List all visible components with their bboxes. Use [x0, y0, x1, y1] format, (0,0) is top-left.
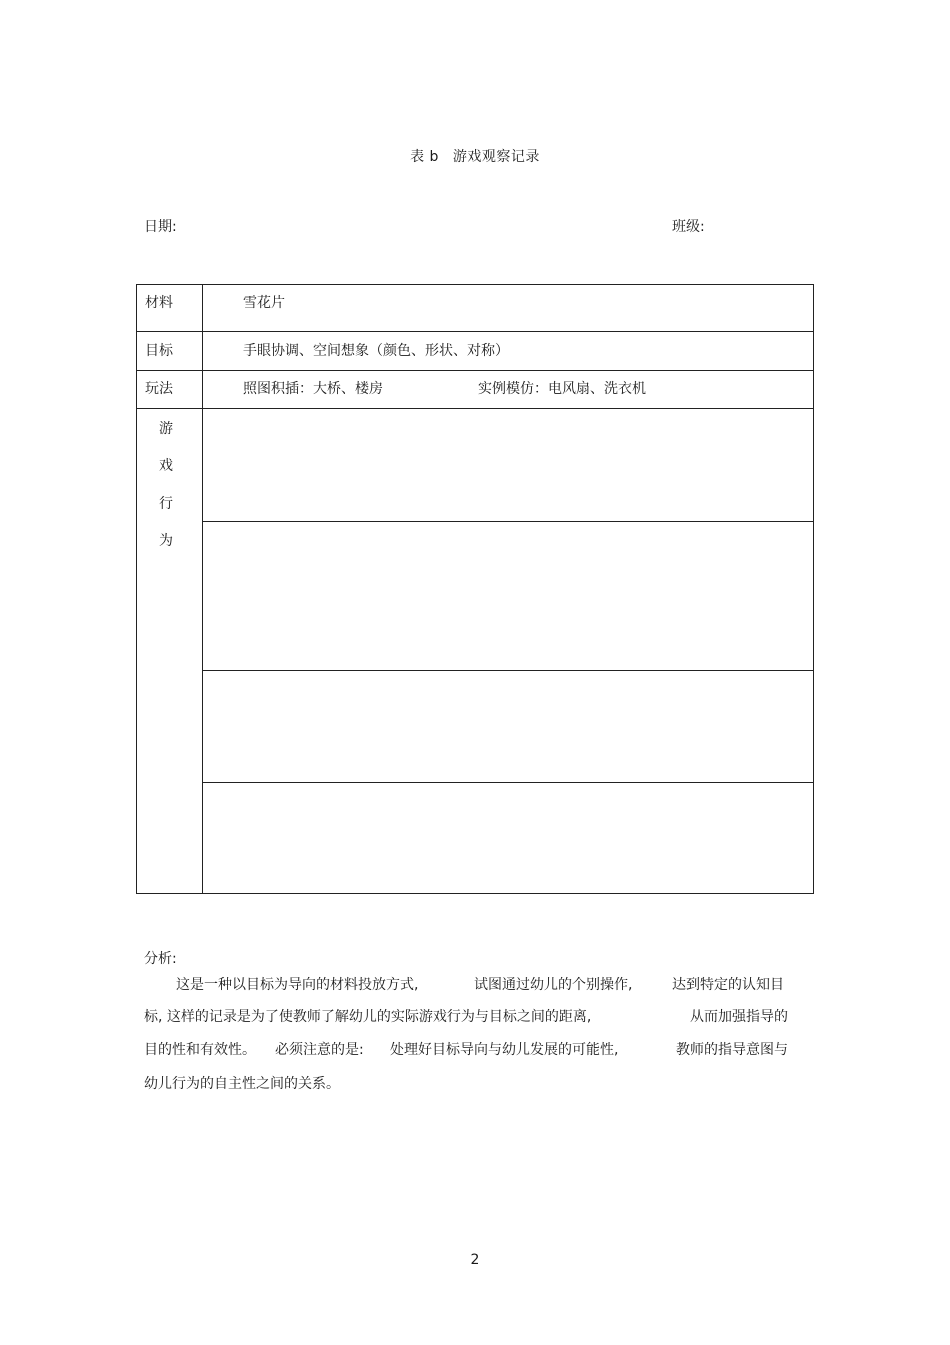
row-divider: [137, 331, 813, 332]
page-title: [0, 146, 950, 166]
row-divider: [137, 408, 813, 409]
behavior-row-divider: [202, 782, 813, 783]
observation-table: [136, 284, 814, 894]
behavior-label-char: 戏: [159, 458, 173, 474]
text-segment: 目的性和有效性。: [144, 1042, 256, 1058]
text-segment: 幼儿行为的自主性之间的关系。: [144, 1076, 340, 1092]
material-value: 雪花片: [243, 295, 285, 311]
text-segment: 从而加强指导的: [690, 1009, 788, 1025]
behavior-label-char: 游: [159, 421, 173, 437]
play-method-value-2: 实例模仿：电风扇、洗衣机: [478, 381, 646, 397]
text-segment: 必须注意的是:: [275, 1042, 364, 1058]
date-label: 日期:: [144, 219, 177, 235]
page-number: 2: [470, 1252, 480, 1268]
play-method-label: 玩法: [145, 381, 173, 397]
class-label: 班级:: [672, 219, 705, 235]
behavior-row-divider: [202, 670, 813, 671]
material-label: 材料: [145, 295, 173, 311]
text-segment: 这是一种以目标为导向的材料投放方式,: [176, 977, 419, 993]
text-segment: 试图通过幼儿的个别操作,: [474, 977, 633, 993]
table-number: 表 b: [410, 149, 439, 165]
row-divider: [137, 370, 813, 371]
table-title: 游戏观察记录: [452, 149, 540, 165]
text-segment: 处理好目标导向与幼儿发展的可能性,: [390, 1042, 619, 1058]
column-divider: [202, 285, 203, 893]
behavior-row-divider: [202, 521, 813, 522]
behavior-label-char: 行: [159, 496, 173, 512]
goal-value: 手眼协调、空间想象（颜色、形状、对称）: [243, 343, 509, 359]
text-segment: 达到特定的认知目: [672, 977, 784, 993]
goal-label: 目标: [145, 343, 173, 359]
behavior-label-char: 为: [159, 533, 173, 549]
analysis-heading: 分析:: [144, 951, 177, 967]
text-segment: 标, 这样的记录是为了使教师了解幼儿的实际游戏行为与目标之间的距离,: [144, 1009, 592, 1025]
play-method-value: 照图积插：大桥、楼房: [243, 381, 383, 397]
text-segment: 教师的指导意图与: [676, 1042, 788, 1058]
